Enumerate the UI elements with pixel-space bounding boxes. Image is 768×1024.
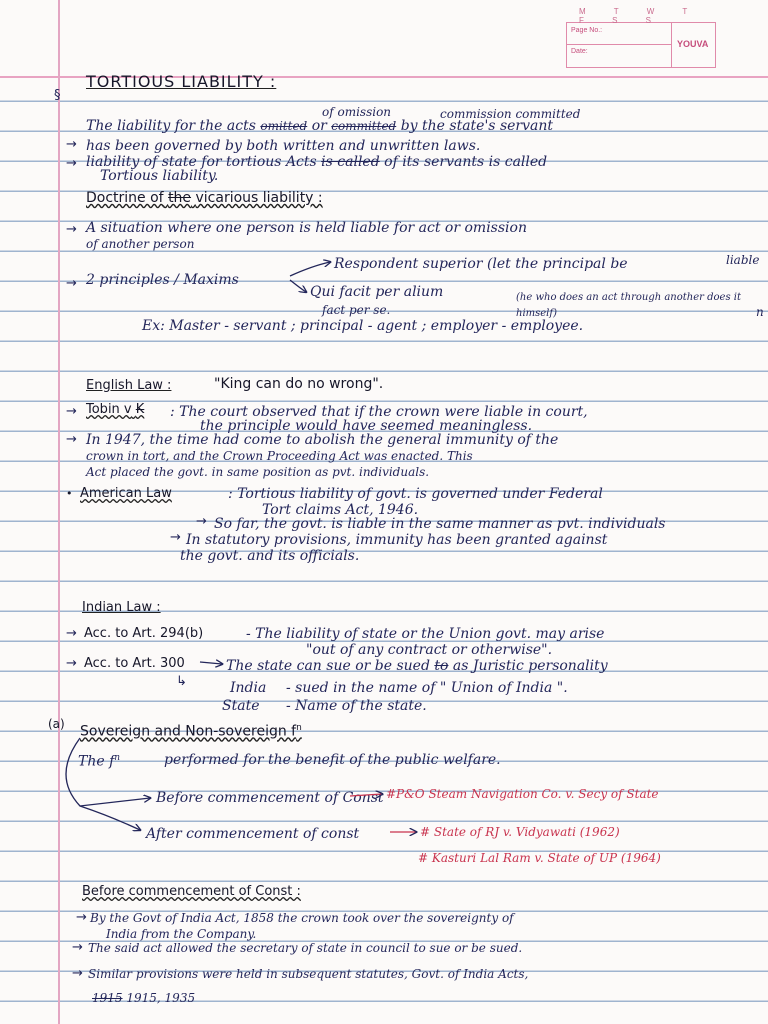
arrow-icon: → [66, 276, 77, 291]
fn-label-sup: n [114, 753, 121, 763]
principle-2-note: (he who does an act through another does it himself) [516, 292, 741, 319]
before-const-line-4: Similar provisions were held in subsequent statutes, Govt. of India Acts, [88, 967, 529, 981]
insertion-omission: of omission [322, 105, 392, 119]
india-text: - sued in the name of " Union of India ". [286, 680, 568, 696]
art294-line-2: "out of any contract or otherwise". [306, 642, 553, 658]
before-const-heading: Before commencement of Const : [82, 884, 301, 899]
state-label: State [222, 698, 260, 714]
doctrine-examples: Ex: Master - servant ; principal - agent ; employer - employee. [142, 318, 584, 334]
intro-text-3b: of its servants is called [384, 154, 548, 170]
principle-2-tail: fact per se. [322, 303, 391, 317]
art300-text-a: The state can sue or be sued [226, 658, 430, 674]
tobin-line-2: the principle would have seemed meaningless. [200, 418, 533, 434]
american-law-line-5: the govt. and its officials. [180, 548, 360, 564]
intro-text-a: The liability for the acts [86, 118, 256, 134]
turn-arrow-icon: ↳ [176, 674, 187, 689]
arrow-icon: → [66, 156, 77, 171]
y1947-line-3: Act placed the govt. in same position as pvt. individuals. [86, 465, 430, 479]
art300-label: Acc. to Art. 300 [84, 656, 185, 671]
arrow-icon [200, 662, 222, 664]
arrow-icon: → [66, 222, 77, 237]
after-commencement-label: After commencement of const [146, 826, 360, 842]
brand-logo: YOUVA [677, 39, 709, 49]
english-law-maxim: "King can do no wrong". [214, 376, 384, 392]
arrow-icon: → [66, 432, 77, 447]
tobin-case: Tobin v [86, 402, 132, 417]
american-law-line-4: In statutory provisions, immunity has been granted against [186, 532, 608, 548]
strike-k: K [135, 402, 145, 417]
branch-arrow-icon [290, 262, 330, 276]
sovereign-heading-sup: n [296, 723, 302, 733]
date-label: Date: [571, 48, 588, 55]
page-title: TORTIOUS LIABILITY : [86, 72, 277, 91]
branch-arrow-icon [290, 280, 306, 292]
principle-2-end: n [756, 305, 764, 319]
before-const-years: 1915, 1935 [126, 991, 196, 1005]
y1947-line-2: crown in tort, and the Crown Proceeding Act was enacted. This [86, 449, 473, 463]
intro-text-c: by the state's servant [400, 118, 553, 134]
indian-law-heading: Indian Law : [82, 600, 161, 615]
intro-line-4: Tortious liability. [100, 168, 219, 184]
state-text: - Name of the state. [286, 698, 427, 714]
page-no-label: Page No.: [571, 27, 603, 34]
principle-1: Respondent superior (let the principal be [334, 256, 628, 272]
sovereign-margin-label: (a) [48, 717, 65, 731]
before-const-line-3: The said act allowed the secretary of state in council to sue or be sued. [88, 941, 523, 955]
doctrine-definition-1: A situation where one person is held liable for act or omission [86, 220, 527, 236]
arrow-icon: → [170, 530, 181, 545]
english-law-heading: English Law : [86, 378, 172, 393]
intro-line-2: has been governed by both written and unwritten laws. [86, 138, 481, 154]
intro-text-3a: liability of state for tortious Acts [86, 154, 317, 170]
american-law-line-3: So far, the govt. is liable in the same manner as pvt. individuals [214, 516, 666, 532]
fn-text: performed for the benefit of the public welfare. [164, 752, 501, 768]
strike-committed: committed [331, 119, 397, 133]
before-commencement-label: Before commencement of Const [156, 790, 384, 806]
arrow-icon: → [196, 514, 207, 529]
doctrine-definition-2: of another person [86, 237, 195, 251]
art294-label: Acc. to Art. 294(b) [84, 626, 204, 641]
american-law-heading: American Law [80, 486, 172, 501]
principle-1-end: liable [726, 253, 760, 267]
strike-the: the [168, 190, 192, 206]
before-const-line-2: India from the Company. [106, 927, 257, 941]
arrow-icon: → [66, 656, 77, 671]
strike-is-called: is called [321, 154, 380, 170]
arrow-icon: → [66, 626, 77, 641]
fn-label-text: The f [78, 753, 115, 770]
principle-2: Qui facit per alium [310, 284, 444, 300]
strike-to: to [434, 658, 449, 674]
art294-line-1: - The liability of state or the Union govt. may arise [246, 626, 605, 642]
principles-label: 2 principles / Maxims [86, 272, 239, 288]
bullet-mark: § [54, 88, 61, 103]
arrow-icon: → [76, 910, 87, 925]
art300-text-b: as Juristic personality [452, 658, 608, 674]
doctrine-heading-b: vicarious liability : [195, 190, 323, 206]
american-law-line-1: : Tortious liability of govt. is governed under Federal [228, 486, 603, 502]
american-law-marker: • [66, 487, 73, 500]
arrow-icon: → [66, 404, 77, 419]
insertion-commission: commission committed [440, 107, 581, 121]
before-commencement-case: #P&O Steam Navigation Co. v. Secy of State [386, 787, 659, 801]
y1947-line-1: In 1947, the time had come to abolish the general immunity of the [86, 432, 559, 448]
after-commencement-case-1: # State of RJ v. Vidyawati (1962) [420, 825, 620, 839]
strike-1915: 1915 [92, 991, 123, 1005]
arrow-icon: → [72, 940, 83, 955]
red-arrow-icon [350, 794, 382, 796]
intro-text-or: or [311, 118, 327, 134]
before-const-line-1: By the Govt of India Act, 1858 the crown took over the sovereignty of [90, 911, 514, 925]
brace-arrow-icon [80, 806, 140, 830]
strike-omitted: omitted [260, 119, 308, 133]
brace-arrow-icon [66, 738, 150, 806]
tobin-line-1: : The court observed that if the crown were liable in court, [170, 404, 588, 420]
american-law-line-2: Tort claims Act, 1946. [262, 502, 419, 518]
doctrine-heading-a: Doctrine of [86, 190, 164, 206]
arrow-icon: → [66, 137, 77, 152]
arrow-icon: → [72, 966, 83, 981]
sovereign-heading-text: Sovereign and Non-sovereign f [80, 723, 297, 740]
india-label: India [230, 680, 267, 696]
weekday-letters: M T W T F S S [579, 7, 701, 25]
after-commencement-case-2: # Kasturi Lal Ram v. State of UP (1964) [418, 851, 661, 865]
